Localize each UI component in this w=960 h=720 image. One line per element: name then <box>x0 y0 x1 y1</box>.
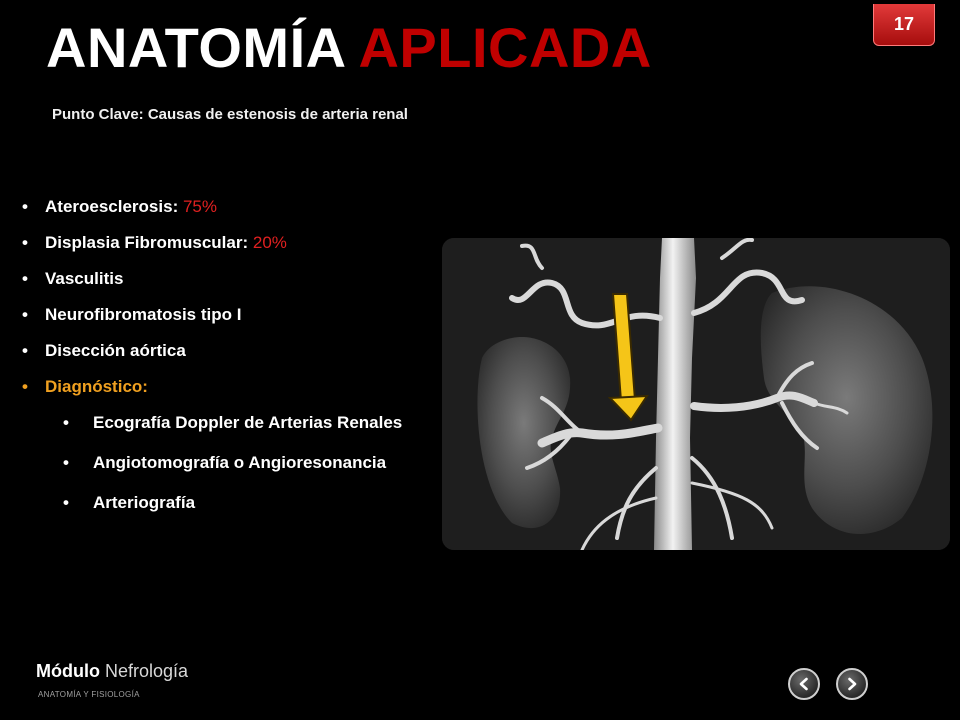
diagnosis-angiotomography: • Angiotomografía o Angioresonancia <box>45 451 412 475</box>
chevron-right-icon <box>845 677 859 691</box>
diagnosis-heading <box>22 376 412 515</box>
diagnosis-label: Diagnóstico: <box>45 377 148 396</box>
cause-percent: 75% <box>182 197 217 216</box>
cause-label: Displasia Fibromuscular: <box>45 233 249 252</box>
cause-aortic-dissection <box>22 340 412 362</box>
cause-list <box>22 196 412 531</box>
previous-slide-button[interactable] <box>788 668 820 700</box>
cause-percent: 20% <box>252 233 287 252</box>
diagnosis-list <box>45 411 412 515</box>
footer-module <box>36 661 188 682</box>
cause-fibromuscular-dysplasia <box>22 232 412 254</box>
cause-label: Disección aórtica <box>45 341 186 360</box>
cause-atherosclerosis <box>22 196 412 218</box>
page-subtitle: Punto Clave: Causas de estenosis de arteria renal <box>52 106 408 123</box>
page-title <box>46 16 652 79</box>
module-label: Módulo <box>36 661 100 681</box>
cause-label: Ateroesclerosis: <box>45 197 179 216</box>
cause-neurofibromatosis <box>22 304 412 326</box>
chevron-left-icon <box>797 677 811 691</box>
footer-subtitle: ANATOMÍA Y FISIOLOGÍA <box>38 690 140 699</box>
page-number-badge: 17 <box>873 4 935 46</box>
diagnosis-doppler: • Ecografía Doppler de Arterias Renales <box>45 411 412 435</box>
cause-label: Vasculitis <box>45 269 124 288</box>
diagnosis-arteriography: • Arteriografía <box>45 491 412 515</box>
title-word-anatomia: ANATOMÍA <box>46 16 345 79</box>
renal-angiography-image <box>442 238 950 550</box>
cause-vasculitis <box>22 268 412 290</box>
title-word-aplicada: APLICADA <box>358 16 652 79</box>
cause-label: Neurofibromatosis tipo I <box>45 305 242 324</box>
module-name: Nefrología <box>105 661 189 681</box>
next-slide-button[interactable] <box>836 668 868 700</box>
